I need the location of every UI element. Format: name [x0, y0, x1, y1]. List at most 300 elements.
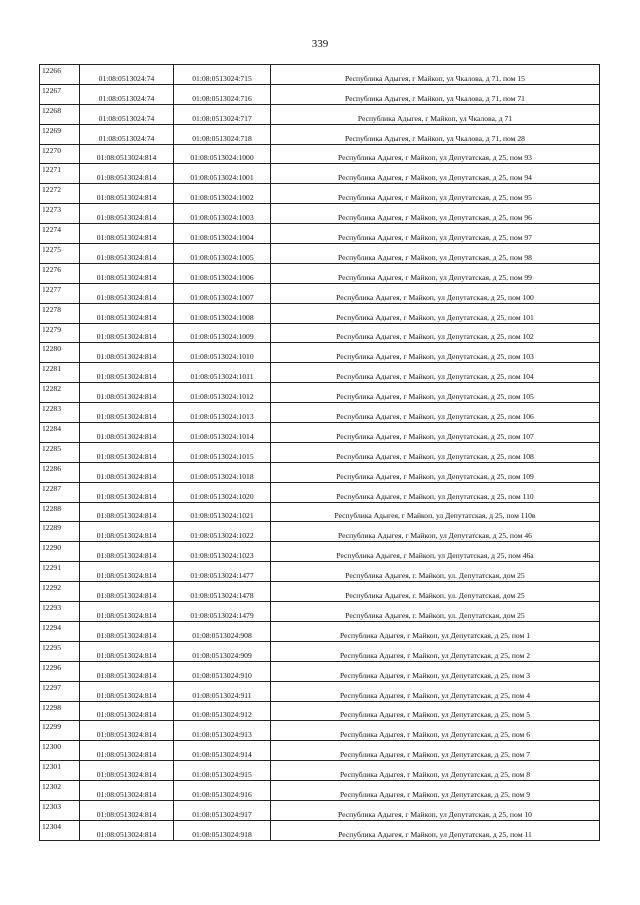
parent-cadastral-number-text: 01:08:0513024:814	[96, 173, 157, 183]
cadastral-number-cell	[174, 542, 271, 562]
row-number-text: 12273	[42, 205, 61, 215]
table-row	[40, 641, 600, 661]
row-number-text: 12276	[42, 264, 61, 274]
row-number-text: 12301	[42, 762, 61, 772]
address-cell	[271, 701, 600, 721]
cadastral-number-cell	[174, 701, 271, 721]
address-cell	[271, 244, 600, 264]
cadastral-number-text: 01:08:0513024:1000	[190, 153, 254, 163]
row-number-cell	[40, 502, 80, 522]
cadastral-number-text: 01:08:0513024:914	[192, 750, 252, 760]
address-text: Республика Адыгея, г Майкоп, ул Депутатская, д 25, пом 3	[339, 670, 531, 680]
cadastral-number-text: 01:08:0513024:1012	[190, 392, 254, 402]
row-number-text: 12288	[42, 503, 61, 513]
row-number-text: 12298	[42, 702, 61, 712]
parent-cadastral-number-text: 01:08:0513024:814	[96, 153, 157, 163]
row-number-cell	[40, 65, 80, 85]
parent-cadastral-number-cell	[80, 681, 174, 701]
row-number-text: 12285	[42, 443, 61, 453]
parent-cadastral-number-cell	[80, 781, 174, 801]
parent-cadastral-number-cell	[80, 621, 174, 641]
row-number-cell	[40, 323, 80, 343]
row-number-cell	[40, 621, 80, 641]
row-number-text: 12292	[42, 583, 61, 593]
address-text: Республика Адыгея, г Майкоп, ул Депутатская, д 25, пом 100	[336, 292, 534, 302]
row-number-text: 12283	[42, 404, 61, 414]
address-cell	[271, 224, 600, 244]
row-number-text: 12293	[42, 603, 61, 613]
address-cell	[271, 582, 600, 602]
parent-cadastral-number-cell	[80, 701, 174, 721]
row-number-text: 12279	[42, 324, 61, 334]
cadastral-number-cell	[174, 184, 271, 204]
parent-cadastral-number-cell	[80, 741, 174, 761]
cadastral-number-text: 01:08:0513024:1005	[190, 252, 254, 262]
address-text: Республика Адыгея, г Майкоп, ул Депутатская, д 25, пом 102	[336, 332, 534, 342]
cadastral-number-text: 01:08:0513024:1020	[190, 491, 254, 501]
row-number-text: 12296	[42, 662, 61, 672]
table-row	[40, 522, 600, 542]
address-text: Республика Адыгея, г. Майкоп, ул. Депутатская, дом 25	[345, 571, 525, 581]
cadastral-number-cell	[174, 502, 271, 522]
parent-cadastral-number-text: 01:08:0513024:814	[96, 412, 157, 422]
address-text: Республика Адыгея, г Майкоп, ул Депутатская, д 25, пом 46	[338, 531, 532, 541]
parent-cadastral-number-text: 01:08:0513024:814	[96, 750, 157, 760]
row-number-text: 12280	[42, 344, 61, 354]
table-row	[40, 423, 600, 443]
cadastral-number-cell	[174, 84, 271, 104]
table-row	[40, 323, 600, 343]
address-text: Республика Адыгея, г Майкоп, ул Депутатская, д 25, пом 106	[336, 412, 534, 422]
parent-cadastral-number-text: 01:08:0513024:814	[96, 392, 157, 402]
cadastral-number-cell	[174, 681, 271, 701]
table-row	[40, 343, 600, 363]
row-number-cell	[40, 781, 80, 801]
address-text: Республика Адыгея, г Майкоп, ул Депутатская, д 25, пом 9	[339, 789, 531, 799]
cadastral-number-text: 01:08:0513024:1478	[190, 591, 254, 601]
address-text: Республика Адыгея, г Майкоп, ул Депутатская, д 25, пом 96	[338, 213, 532, 223]
cadastral-number-text: 01:08:0513024:1002	[190, 193, 254, 203]
row-number-cell	[40, 363, 80, 383]
cadastral-number-text: 01:08:0513024:917	[192, 809, 252, 819]
parent-cadastral-number-cell	[80, 661, 174, 681]
row-number-text: 12277	[42, 284, 61, 294]
table-row	[40, 65, 600, 85]
row-number-text: 12274	[42, 225, 61, 235]
page-number: 339	[311, 38, 329, 50]
table-row	[40, 184, 600, 204]
cadastral-number-text: 01:08:0513024:1022	[190, 531, 254, 541]
cadastral-number-cell	[174, 462, 271, 482]
table-row	[40, 283, 600, 303]
address-cell	[271, 761, 600, 781]
row-number-text: 12300	[42, 742, 61, 752]
row-number-text: 12294	[42, 622, 61, 632]
table-row	[40, 721, 600, 741]
cadastral-number-text: 01:08:0513024:1003	[190, 213, 254, 223]
cadastral-number-cell	[174, 363, 271, 383]
address-text: Республика Адыгея, г. Майкоп, ул. Депутатская, дом 25	[345, 610, 525, 620]
cadastral-number-cell	[174, 482, 271, 502]
address-text: Республика Адыгея, г Майкоп, ул Депутатская, д 25, пом 4	[339, 690, 531, 700]
parent-cadastral-number-text: 01:08:0513024:814	[96, 809, 157, 819]
address-cell	[271, 283, 600, 303]
parent-cadastral-number-cell	[80, 224, 174, 244]
cadastral-number-text: 01:08:0513024:1015	[190, 451, 254, 461]
parent-cadastral-number-cell	[80, 562, 174, 582]
parent-cadastral-number-cell	[80, 184, 174, 204]
parent-cadastral-number-text: 01:08:0513024:814	[96, 730, 157, 740]
cadastral-number-cell	[174, 562, 271, 582]
address-text: Республика Адыгея, г Майкоп, ул Депутатская, д 25, пом 46а	[336, 551, 534, 561]
row-number-text: 12270	[42, 145, 61, 155]
cadastral-number-text: 01:08:0513024:912	[192, 710, 252, 720]
row-number-cell	[40, 164, 80, 184]
cadastral-number-cell	[174, 442, 271, 462]
row-number-cell	[40, 741, 80, 761]
cadastral-number-text: 01:08:0513024:909	[192, 650, 252, 660]
address-cell	[271, 65, 600, 85]
cadastral-number-text: 01:08:0513024:908	[192, 630, 252, 640]
row-number-cell	[40, 582, 80, 602]
cadastral-number-cell	[174, 522, 271, 542]
row-number-text: 12295	[42, 642, 61, 652]
parent-cadastral-number-cell	[80, 542, 174, 562]
row-number-text: 12281	[42, 364, 61, 374]
cadastral-number-cell	[174, 781, 271, 801]
cadastral-number-cell	[174, 263, 271, 283]
parent-cadastral-number-text: 01:08:0513024:814	[96, 770, 157, 780]
address-cell	[271, 621, 600, 641]
address-cell	[271, 661, 600, 681]
row-number-cell	[40, 204, 80, 224]
address-text: Республика Адыгея, г Майкоп, ул Чкалова, д 71, пом 15	[345, 73, 525, 83]
row-number-cell	[40, 522, 80, 542]
table-row	[40, 482, 600, 502]
address-text: Республика Адыгея, г Майкоп, ул Депутатская, д 25, пом 109	[336, 471, 534, 481]
row-number-cell	[40, 383, 80, 403]
parent-cadastral-number-text: 01:08:0513024:814	[96, 630, 157, 640]
row-number-cell	[40, 283, 80, 303]
parent-cadastral-number-text: 01:08:0513024:814	[96, 551, 157, 561]
table-row	[40, 781, 600, 801]
address-cell	[271, 741, 600, 761]
parent-cadastral-number-text: 01:08:0513024:814	[96, 471, 157, 481]
parent-cadastral-number-cell	[80, 403, 174, 423]
cadastral-number-text: 01:08:0513024:1021	[190, 511, 254, 521]
row-number-cell	[40, 562, 80, 582]
parent-cadastral-number-cell	[80, 602, 174, 622]
table-row	[40, 363, 600, 383]
table-row	[40, 383, 600, 403]
address-text: Республика Адыгея, г Майкоп, ул Депутатская, д 25, пом 10	[338, 809, 532, 819]
parent-cadastral-number-cell	[80, 761, 174, 781]
address-cell	[271, 602, 600, 622]
row-number-cell	[40, 701, 80, 721]
address-text: Республика Адыгея, г Майкоп, ул Депутатская, д 25, пом 104	[336, 372, 534, 382]
row-number-cell	[40, 602, 80, 622]
address-text: Республика Адыгея, г Майкоп, ул Депутатская, д 25, пом 97	[338, 233, 532, 243]
address-cell	[271, 184, 600, 204]
parent-cadastral-number-text: 01:08:0513024:814	[96, 312, 157, 322]
row-number-cell	[40, 423, 80, 443]
parent-cadastral-number-cell	[80, 204, 174, 224]
row-number-text: 12268	[42, 105, 61, 115]
address-text: Республика Адыгея, г Майкоп, ул Чкалова, д 71	[357, 113, 513, 123]
address-cell	[271, 363, 600, 383]
address-cell	[271, 423, 600, 443]
parent-cadastral-number-text: 01:08:0513024:814	[96, 829, 157, 839]
cadastral-number-text: 01:08:0513024:1023	[190, 551, 254, 561]
row-number-cell	[40, 403, 80, 423]
parent-cadastral-number-text: 01:08:0513024:814	[96, 690, 157, 700]
table-row	[40, 701, 600, 721]
parent-cadastral-number-text: 01:08:0513024:74	[98, 133, 155, 143]
cadastral-number-text: 01:08:0513024:911	[192, 690, 252, 700]
address-cell	[271, 263, 600, 283]
cadastral-number-cell	[174, 403, 271, 423]
cadastral-number-cell	[174, 244, 271, 264]
table-row	[40, 661, 600, 681]
address-cell	[271, 303, 600, 323]
parent-cadastral-number-text: 01:08:0513024:74	[98, 113, 155, 123]
parent-cadastral-number-text: 01:08:0513024:814	[96, 332, 157, 342]
parent-cadastral-number-cell	[80, 303, 174, 323]
cadastral-number-text: 01:08:0513024:1001	[190, 173, 254, 183]
table-row	[40, 562, 600, 582]
address-text: Республика Адыгея, г Майкоп, ул Депутатская, д 25, пом 5	[339, 710, 531, 720]
address-cell	[271, 323, 600, 343]
address-cell	[271, 104, 600, 124]
address-text: Республика Адыгея, г Майкоп, ул Депутатская, д 25, пом 8	[339, 770, 531, 780]
row-number-text: 12304	[42, 821, 61, 831]
parent-cadastral-number-cell	[80, 641, 174, 661]
cadastral-number-cell	[174, 204, 271, 224]
parent-cadastral-number-cell	[80, 263, 174, 283]
parent-cadastral-number-text: 01:08:0513024:814	[96, 252, 157, 262]
address-cell	[271, 462, 600, 482]
parent-cadastral-number-text: 01:08:0513024:814	[96, 710, 157, 720]
parent-cadastral-number-cell	[80, 104, 174, 124]
table-row	[40, 442, 600, 462]
cadastral-number-text: 01:08:0513024:1018	[190, 471, 254, 481]
parent-cadastral-number-cell	[80, 84, 174, 104]
cadastral-number-text: 01:08:0513024:910	[192, 670, 252, 680]
address-text: Республика Адыгея, г Майкоп, ул Депутатская, д 25, пом 11	[338, 829, 532, 839]
parent-cadastral-number-cell	[80, 582, 174, 602]
parent-cadastral-number-cell	[80, 482, 174, 502]
cadastral-number-cell	[174, 721, 271, 741]
cadastral-number-cell	[174, 224, 271, 244]
cadastral-number-cell	[174, 164, 271, 184]
parent-cadastral-number-cell	[80, 423, 174, 443]
address-cell	[271, 144, 600, 164]
row-number-cell	[40, 263, 80, 283]
row-number-text: 12291	[42, 563, 61, 573]
table-row	[40, 124, 600, 144]
row-number-text: 12299	[42, 722, 61, 732]
table-row	[40, 602, 600, 622]
table-row	[40, 502, 600, 522]
parent-cadastral-number-cell	[80, 383, 174, 403]
parent-cadastral-number-cell	[80, 144, 174, 164]
parent-cadastral-number-text: 01:08:0513024:814	[96, 193, 157, 203]
parent-cadastral-number-cell	[80, 124, 174, 144]
address-cell	[271, 781, 600, 801]
row-number-cell	[40, 144, 80, 164]
address-cell	[271, 502, 600, 522]
address-text: Республика Адыгея, г Майкоп, ул Депутатская, д 25, пом 110	[336, 491, 534, 501]
row-number-cell	[40, 104, 80, 124]
row-number-text: 12286	[42, 463, 61, 473]
table-row	[40, 204, 600, 224]
table-row	[40, 800, 600, 820]
address-text: Республика Адыгея, г Майкоп, ул Чкалова, д 71, пом 28	[345, 133, 525, 143]
parent-cadastral-number-text: 01:08:0513024:814	[96, 650, 157, 660]
table-row	[40, 820, 600, 840]
table-row	[40, 164, 600, 184]
parent-cadastral-number-cell	[80, 820, 174, 840]
table-row	[40, 462, 600, 482]
parent-cadastral-number-cell	[80, 462, 174, 482]
address-cell	[271, 383, 600, 403]
address-text: Республика Адыгея, г Майкоп, ул Депутатская, д 25, пом 1	[339, 630, 531, 640]
address-cell	[271, 721, 600, 741]
cadastral-number-cell	[174, 323, 271, 343]
table-row	[40, 403, 600, 423]
cadastral-number-cell	[174, 602, 271, 622]
row-number-text: 12269	[42, 125, 61, 135]
parent-cadastral-number-text: 01:08:0513024:814	[96, 511, 157, 521]
row-number-text: 12271	[42, 165, 61, 175]
address-text: Республика Адыгея, г Майкоп, ул Депутатская, д 25, пом 95	[338, 193, 532, 203]
table-row	[40, 741, 600, 761]
parent-cadastral-number-text: 01:08:0513024:814	[96, 272, 157, 282]
table-row	[40, 681, 600, 701]
cadastral-number-cell	[174, 383, 271, 403]
parent-cadastral-number-cell	[80, 363, 174, 383]
row-number-cell	[40, 661, 80, 681]
registry-table	[39, 64, 600, 841]
parent-cadastral-number-cell	[80, 343, 174, 363]
registry-table-body	[40, 65, 600, 841]
cadastral-number-cell	[174, 582, 271, 602]
address-cell	[271, 800, 600, 820]
row-number-cell	[40, 482, 80, 502]
parent-cadastral-number-cell	[80, 800, 174, 820]
row-number-text: 12267	[42, 85, 61, 95]
row-number-cell	[40, 681, 80, 701]
cadastral-number-text: 01:08:0513024:1004	[190, 233, 254, 243]
address-cell	[271, 820, 600, 840]
row-number-cell	[40, 761, 80, 781]
address-cell	[271, 442, 600, 462]
cadastral-number-text: 01:08:0513024:1477	[190, 571, 254, 581]
row-number-cell	[40, 343, 80, 363]
parent-cadastral-number-text: 01:08:0513024:814	[96, 213, 157, 223]
parent-cadastral-number-text: 01:08:0513024:814	[96, 789, 157, 799]
row-number-cell	[40, 303, 80, 323]
parent-cadastral-number-cell	[80, 522, 174, 542]
address-cell	[271, 542, 600, 562]
parent-cadastral-number-text: 01:08:0513024:814	[96, 491, 157, 501]
cadastral-number-cell	[174, 104, 271, 124]
parent-cadastral-number-text: 01:08:0513024:74	[98, 93, 155, 103]
cadastral-number-cell	[174, 144, 271, 164]
table-row	[40, 621, 600, 641]
row-number-cell	[40, 244, 80, 264]
cadastral-number-text: 01:08:0513024:715	[192, 73, 252, 83]
parent-cadastral-number-cell	[80, 323, 174, 343]
address-text: Республика Адыгея, г Майкоп, ул Депутатская, д 25, пом 99	[338, 272, 532, 282]
parent-cadastral-number-cell	[80, 65, 174, 85]
cadastral-number-text: 01:08:0513024:1013	[190, 412, 254, 422]
cadastral-number-cell	[174, 423, 271, 443]
address-cell	[271, 84, 600, 104]
parent-cadastral-number-cell	[80, 442, 174, 462]
row-number-cell	[40, 224, 80, 244]
address-text: Республика Адыгея, г Майкоп, ул Депутатская, д 25, пом 94	[338, 173, 532, 183]
row-number-text: 12282	[42, 384, 61, 394]
row-number-text: 12302	[42, 782, 61, 792]
table-row	[40, 263, 600, 283]
parent-cadastral-number-text: 01:08:0513024:814	[96, 431, 157, 441]
table-row	[40, 244, 600, 264]
address-text: Республика Адыгея, г Майкоп, ул Депутатская, д 25, пом 7	[339, 750, 531, 760]
parent-cadastral-number-text: 01:08:0513024:814	[96, 451, 157, 461]
cadastral-number-cell	[174, 621, 271, 641]
row-number-cell	[40, 462, 80, 482]
address-text: Республика Адыгея, г Майкоп, ул Депутатская, д 25, пом 98	[338, 252, 532, 262]
row-number-cell	[40, 641, 80, 661]
table-row	[40, 303, 600, 323]
cadastral-number-cell	[174, 124, 271, 144]
parent-cadastral-number-text: 01:08:0513024:814	[96, 531, 157, 541]
parent-cadastral-number-text: 01:08:0513024:814	[96, 292, 157, 302]
row-number-text: 12287	[42, 483, 61, 493]
address-text: Республика Адыгея, г. Майкоп, ул. Депутатская, дом 25	[345, 591, 525, 601]
cadastral-number-cell	[174, 820, 271, 840]
cadastral-number-text: 01:08:0513024:1010	[190, 352, 254, 362]
row-number-cell	[40, 442, 80, 462]
cadastral-number-cell	[174, 303, 271, 323]
address-text: Республика Адыгея, г Майкоп, ул Чкалова, д 71, пом 71	[345, 93, 525, 103]
cadastral-number-text: 01:08:0513024:718	[192, 133, 252, 143]
address-text: Республика Адыгея, г Майкоп, ул Депутатская, д 25, пом 93	[338, 153, 532, 163]
cadastral-number-cell	[174, 761, 271, 781]
row-number-text: 12303	[42, 801, 61, 811]
row-number-cell	[40, 184, 80, 204]
parent-cadastral-number-text: 01:08:0513024:814	[96, 233, 157, 243]
cadastral-number-text: 01:08:0513024:1007	[190, 292, 254, 302]
cadastral-number-cell	[174, 641, 271, 661]
address-cell	[271, 164, 600, 184]
address-cell	[271, 681, 600, 701]
address-cell	[271, 204, 600, 224]
address-text: Республика Адыгея, г Майкоп, ул Депутатская, д 25, пом 110в	[334, 511, 536, 521]
row-number-cell	[40, 721, 80, 741]
parent-cadastral-number-cell	[80, 244, 174, 264]
table-row	[40, 761, 600, 781]
table-row	[40, 104, 600, 124]
cadastral-number-text: 01:08:0513024:1011	[190, 372, 254, 382]
row-number-cell	[40, 84, 80, 104]
parent-cadastral-number-cell	[80, 721, 174, 741]
row-number-text: 12289	[42, 523, 61, 533]
cadastral-number-cell	[174, 741, 271, 761]
cadastral-number-cell	[174, 661, 271, 681]
address-cell	[271, 482, 600, 502]
